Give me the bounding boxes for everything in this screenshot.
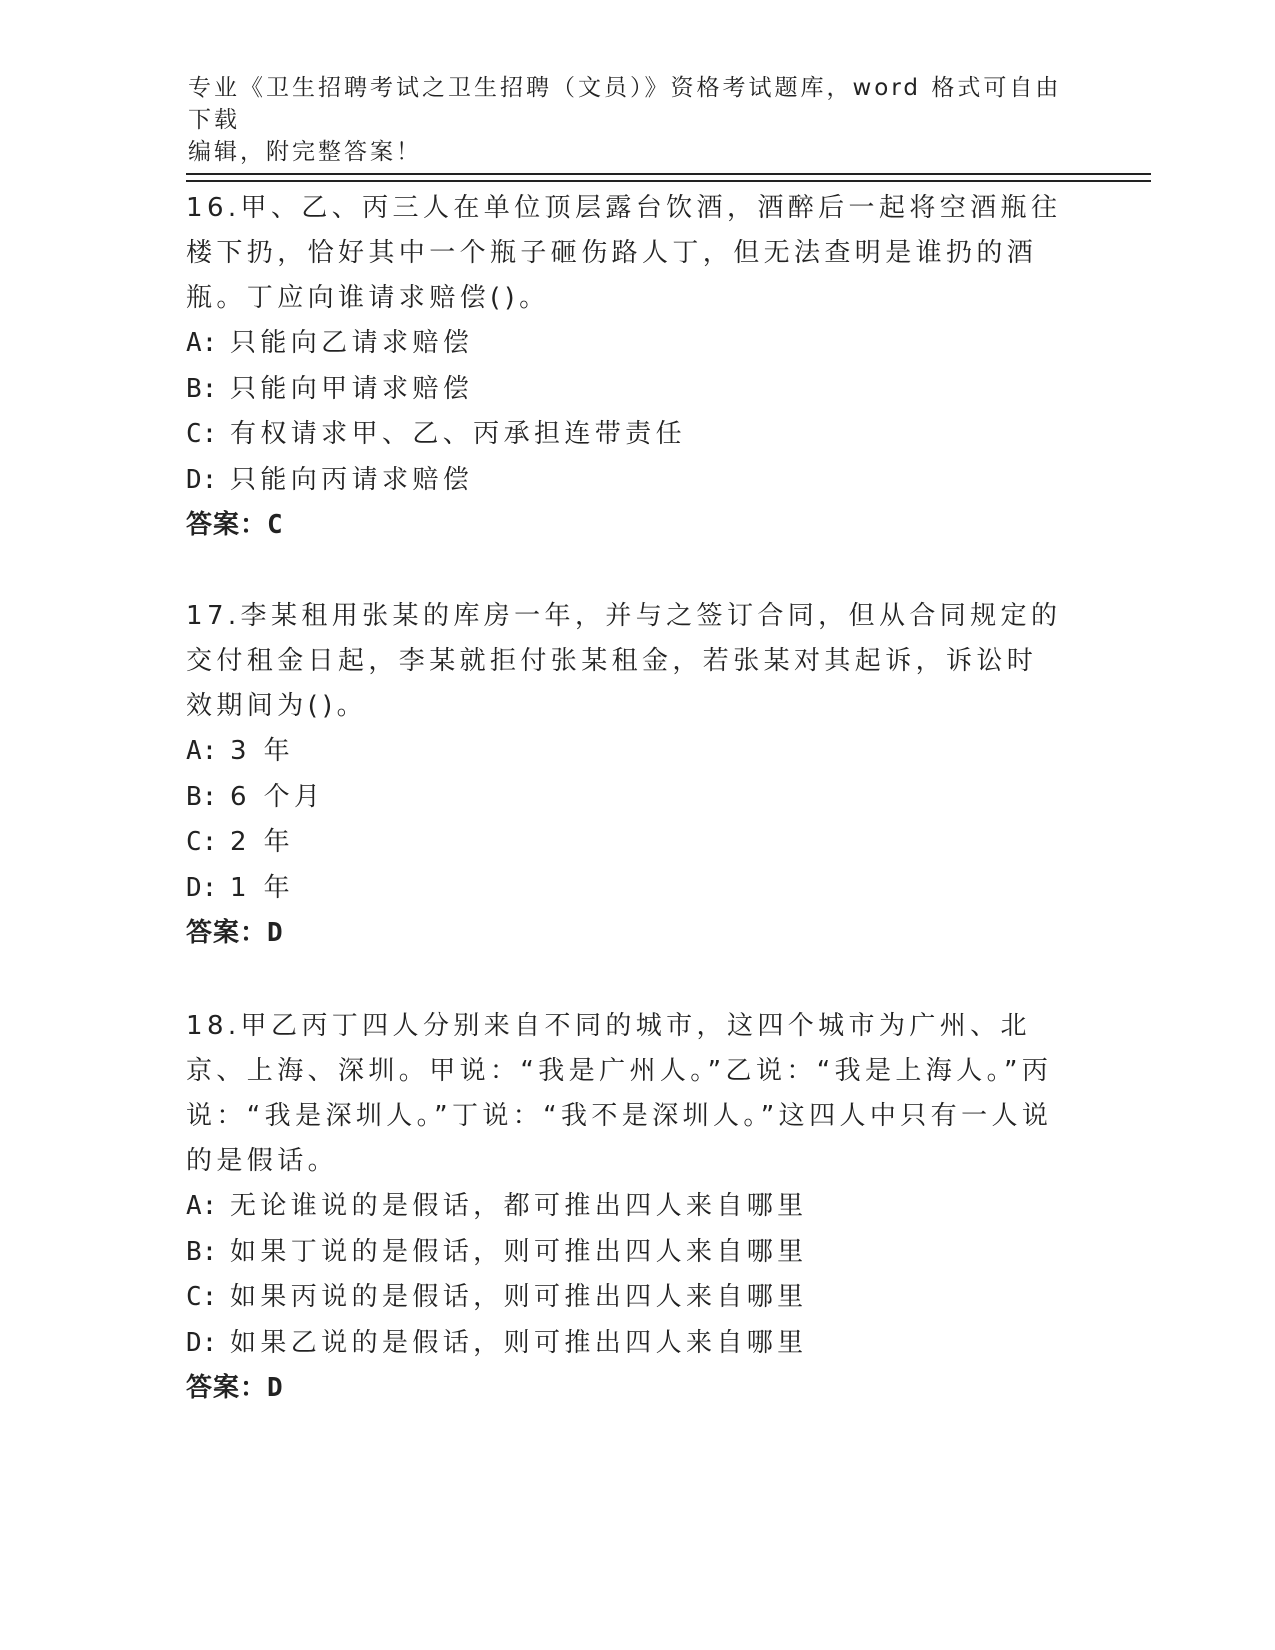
question-16 (186, 186, 1066, 549)
answer-label: 答案： (186, 1373, 268, 1403)
option-label: D: (186, 1327, 218, 1358)
option-label: C: (186, 419, 218, 449)
answer-label: 答案： (186, 918, 268, 948)
option-d (186, 458, 1066, 504)
option-a (186, 729, 1066, 775)
option-text: 如果丁说的是假话，则可推出四人来自哪里 (229, 1236, 808, 1267)
option-c (186, 1275, 1066, 1321)
question-stem: 16.甲、乙、丙三人在单位顶层露台饮酒，酒醉后一起将空酒瓶往楼下扔，恰好其中一个瓶子砸伤路人丁，但无法查明是谁扔的酒瓶。丁应向谁请求赔偿()。 (186, 193, 1062, 313)
option-label: B: (186, 1236, 218, 1267)
option-text: 只能向乙请求赔偿 (229, 328, 474, 358)
question-17 (186, 594, 1066, 957)
option-text: 1 年 (229, 872, 294, 903)
option-c (186, 412, 1066, 458)
option-label: D: (186, 872, 218, 903)
question-stem: 18.甲乙丙丁四人分别来自不同的城市，这四个城市为广州、北京、上海、深圳。甲说：“我是广州人。”乙说：“我是上海人。”丙说：“我是深圳人。”丁说：“我不是深圳人。”这四人中只有一人说的是假话。 (186, 1011, 1053, 1176)
header-divider-top (186, 173, 1151, 175)
question-stem: 17.李某租用张某的库房一年，并与之签订合同，但从合同规定的交付租金日起，李某就拒付张某租金，若张某对其起诉，诉讼时效期间为()。 (186, 601, 1062, 721)
option-label: D: (186, 464, 218, 495)
option-b (186, 775, 1066, 821)
option-text: 如果丙说的是假话，则可推出四人来自哪里 (229, 1282, 808, 1312)
option-text: 6 个月 (229, 781, 325, 812)
option-label: A: (186, 736, 218, 766)
option-b (186, 367, 1066, 413)
option-b (186, 1230, 1066, 1276)
answer-label: 答案： (186, 510, 268, 540)
answer-line (186, 503, 1066, 549)
option-text: 如果乙说的是假话，则可推出四人来自哪里 (229, 1327, 808, 1358)
option-label: B: (186, 373, 218, 404)
option-label: B: (186, 781, 218, 812)
option-label: A: (186, 328, 218, 358)
option-text: 3 年 (229, 736, 294, 766)
option-label: C: (186, 1282, 218, 1312)
answer-value: C (267, 510, 284, 540)
header-divider-bottom (186, 180, 1151, 182)
option-text: 有权请求甲、乙、丙承担连带责任 (229, 419, 686, 449)
document-header (188, 72, 1068, 168)
option-label: A: (186, 1191, 218, 1221)
option-d (186, 1321, 1066, 1367)
option-a (186, 321, 1066, 367)
header-line-2: 编辑，附完整答案！ (188, 139, 422, 165)
header-line-1: 专业《卫生招聘考试之卫生招聘（文员）》资格考试题库，word 格式可自由下载 (188, 75, 1062, 133)
answer-value: D (267, 1373, 284, 1403)
option-text: 2 年 (229, 827, 294, 857)
option-c (186, 820, 1066, 866)
option-text: 只能向甲请求赔偿 (229, 373, 474, 404)
option-label: C: (186, 827, 218, 857)
option-text: 只能向丙请求赔偿 (229, 464, 474, 495)
option-a (186, 1184, 1066, 1230)
answer-line (186, 911, 1066, 957)
option-text: 无论谁说的是假话，都可推出四人来自哪里 (229, 1191, 808, 1221)
answer-value: D (267, 918, 284, 948)
option-d (186, 866, 1066, 912)
answer-line (186, 1366, 1066, 1412)
question-18 (186, 1004, 1066, 1412)
